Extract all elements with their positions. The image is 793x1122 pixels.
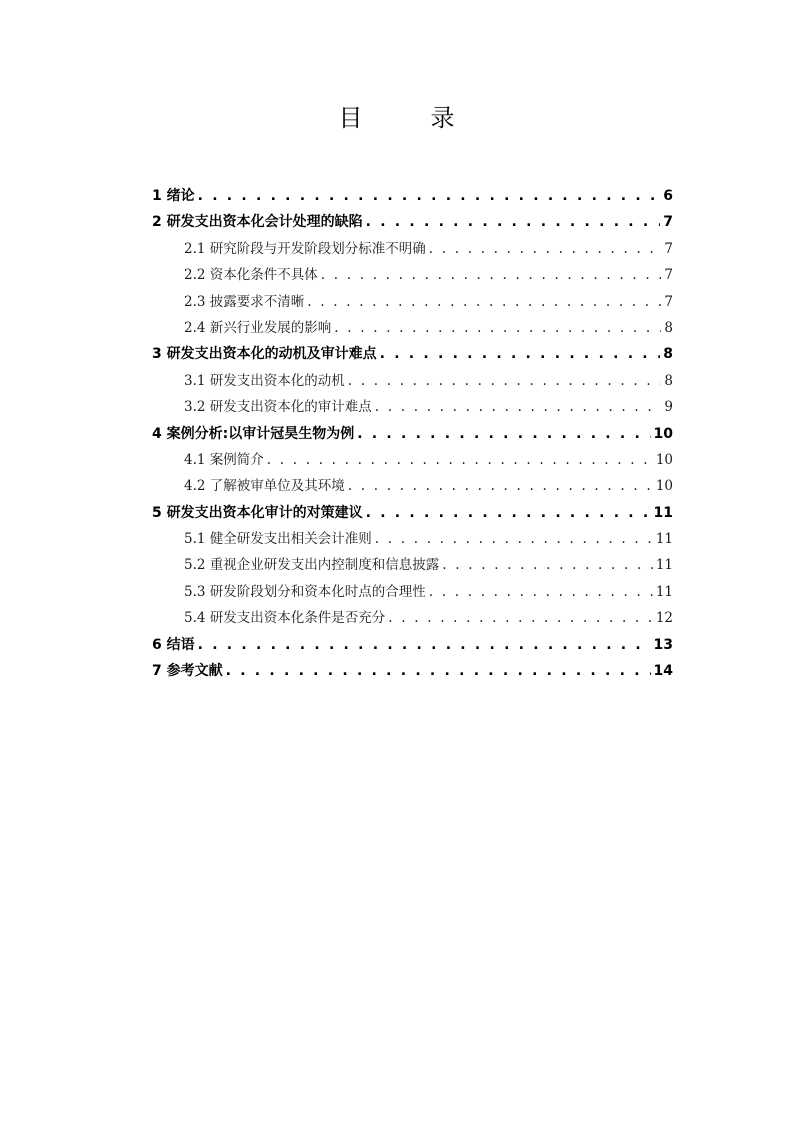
toc-entry[interactable] [152, 421, 673, 447]
toc-entry[interactable] [152, 579, 673, 605]
toc-page-number: 7 [664, 240, 673, 257]
toc-entry-title: 4 案例分析:以审计冠昊生物为例 [152, 425, 355, 442]
toc-entry-title: 5.2 重视企业研发支出内控制度和信息披露 [184, 557, 440, 574]
toc-dot-leader [375, 394, 662, 420]
toc-dot-leader [357, 421, 650, 447]
toc-entry-title: 3 研发支出资本化的动机及审计难点 [152, 346, 377, 363]
toc-dot-leader [321, 262, 662, 288]
toc-page-number: 10 [655, 451, 673, 468]
toc-entry[interactable] [152, 209, 673, 235]
toc-entry[interactable] [152, 526, 673, 552]
toc-dot-leader [429, 236, 662, 262]
toc-page-number: 14 [653, 663, 673, 680]
toc-entry-title: 5.1 健全研发支出相关会计准则 [184, 531, 372, 548]
toc-page-number: 7 [664, 293, 673, 310]
toc-entry[interactable] [152, 605, 673, 631]
toc-dot-leader [442, 552, 653, 578]
toc-dot-leader [380, 341, 661, 367]
toc-entry[interactable] [152, 236, 673, 262]
toc-entry-title: 1 绪论 [152, 188, 195, 204]
toc-page-number: 11 [655, 583, 673, 600]
toc-entry[interactable] [152, 447, 673, 473]
toc-entry[interactable] [152, 632, 673, 658]
toc-page-number: 8 [663, 346, 673, 363]
toc-page-number: 8 [664, 372, 673, 389]
toc-page-number: 11 [655, 557, 673, 574]
toc-page-number: 9 [664, 399, 673, 416]
toc-entry-title: 4.1 案例简介 [184, 451, 264, 468]
toc-page-number: 12 [655, 610, 673, 627]
toc-page-number: 11 [655, 531, 673, 548]
toc-entry-title: 5.4 研发支出资本化条件是否充分 [184, 610, 386, 627]
toc-entry[interactable] [152, 500, 673, 526]
toc-dot-leader [366, 500, 651, 526]
toc-dot-leader [429, 579, 653, 605]
toc-entry[interactable] [152, 658, 673, 684]
toc-entry[interactable] [152, 552, 673, 578]
toc-dot-leader [334, 315, 661, 341]
toc-dot-leader [307, 289, 661, 315]
toc-page-number: 8 [664, 319, 673, 336]
toc-dot-leader [348, 368, 662, 394]
toc-entry[interactable] [152, 183, 673, 209]
toc-entry-title: 2 研发支出资本化会计处理的缺陷 [152, 214, 363, 231]
toc-page-number: 10 [655, 478, 673, 495]
toc-entry[interactable] [152, 341, 673, 367]
toc-page-number: 7 [663, 214, 673, 231]
toc-entry-title: 5 研发支出资本化审计的对策建议 [152, 504, 363, 521]
toc-entry[interactable] [152, 473, 673, 499]
toc-dot-leader [375, 526, 653, 552]
toc-entry-title: 7 参考文献 [152, 663, 223, 680]
toc-page-number: 7 [664, 267, 673, 284]
toc-entry-title: 2.2 资本化条件不具体 [184, 267, 318, 284]
table-of-contents [152, 183, 673, 684]
toc-entry-title: 2.4 新兴行业发展的影响 [184, 319, 332, 336]
toc-entry-title: 3.2 研发支出资本化的审计难点 [184, 399, 372, 416]
toc-entry-title: 2.3 披露要求不清晰 [184, 293, 305, 310]
toc-entry-title: 2.1 研究阶段与开发阶段划分标准不明确 [184, 240, 426, 257]
toc-dot-leader [267, 447, 653, 473]
page-title: 目 录 [338, 104, 477, 132]
toc-entry-title: 3.1 研发支出资本化的动机 [184, 372, 345, 389]
toc-page-number: 10 [653, 425, 673, 442]
toc-dot-leader [226, 658, 651, 684]
toc-entry-title: 5.3 研发阶段划分和资本化时点的合理性 [184, 583, 426, 600]
toc-entry[interactable] [152, 394, 673, 420]
toc-entry[interactable] [152, 315, 673, 341]
toc-entry[interactable] [152, 289, 673, 315]
toc-entry-title: 6 结语 [152, 636, 195, 653]
toc-page-number: 11 [653, 504, 673, 521]
toc-dot-leader [348, 473, 653, 499]
toc-entry[interactable] [152, 262, 673, 288]
toc-dot-leader [198, 183, 661, 209]
toc-entry-title: 4.2 了解被审单位及其环境 [184, 478, 345, 495]
toc-dot-leader [388, 605, 653, 631]
toc-dot-leader [198, 632, 651, 658]
toc-page-number: 13 [653, 636, 673, 653]
toc-page-number: 6 [663, 188, 673, 204]
toc-dot-leader [366, 209, 661, 235]
toc-entry[interactable] [152, 368, 673, 394]
